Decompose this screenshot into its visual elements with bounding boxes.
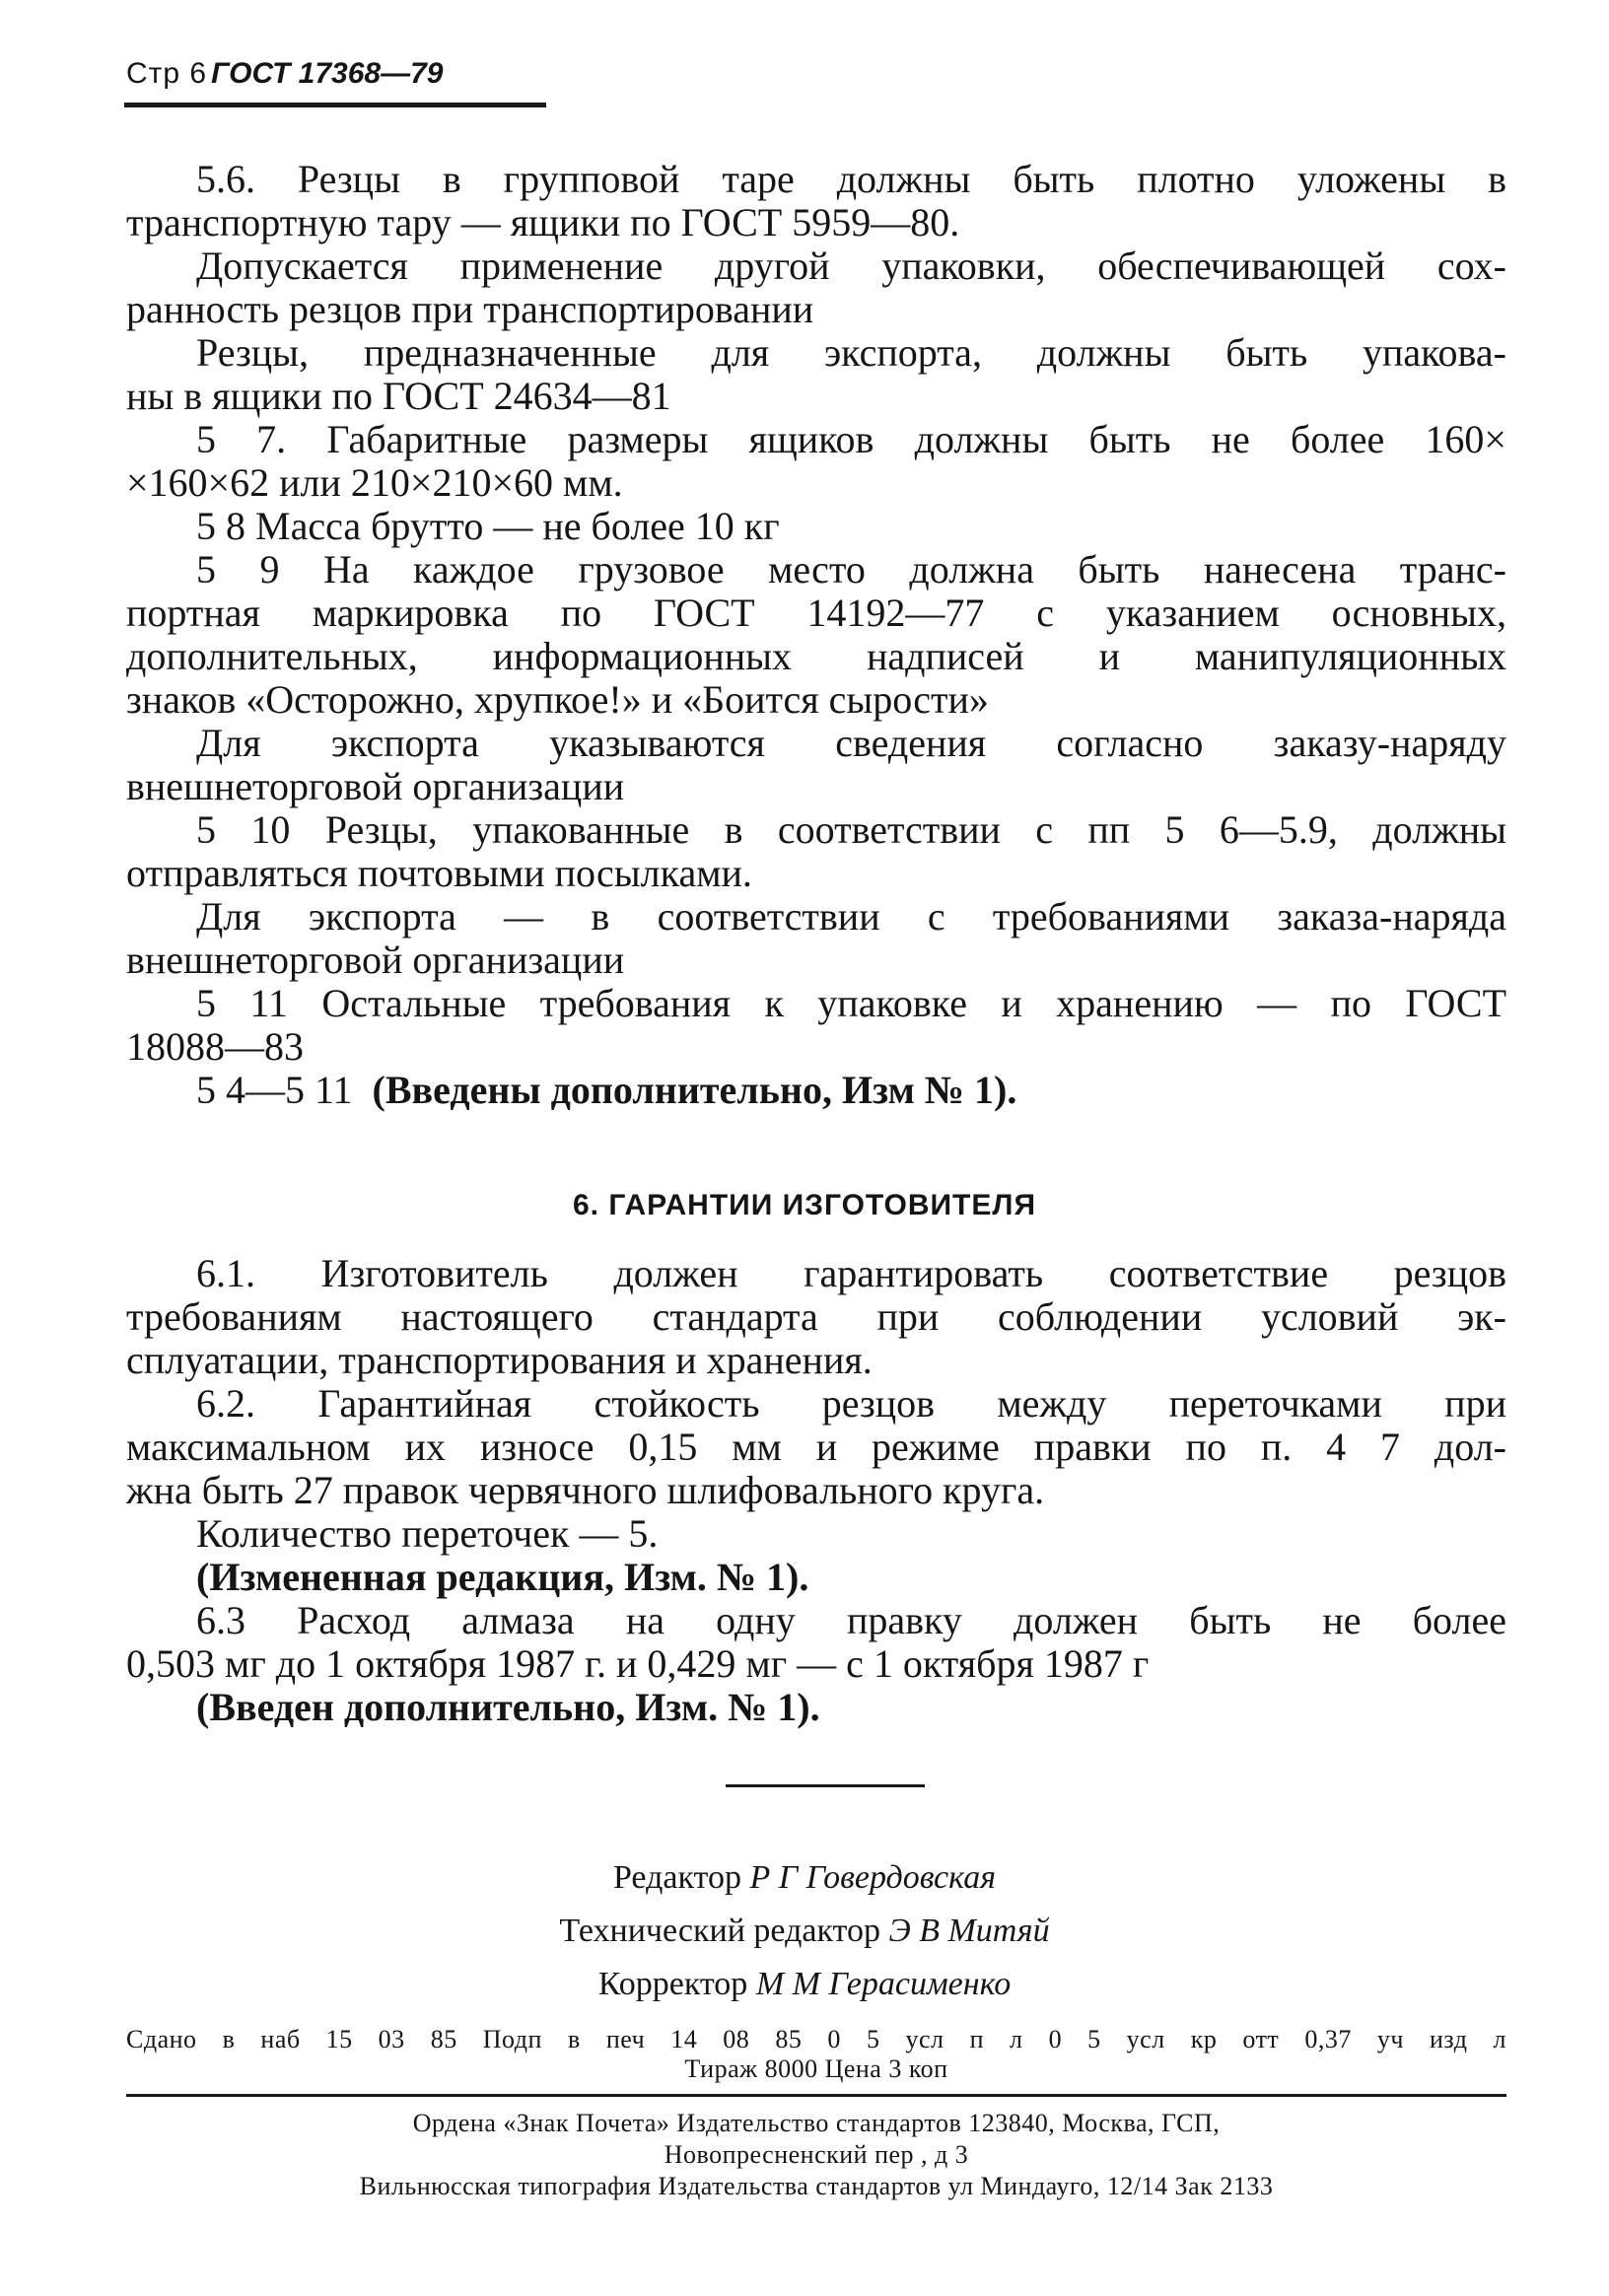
text-line: ны в ящики по ГОСТ 24634—81 (126, 374, 671, 418)
tech-editor-line (0, 1905, 1609, 1958)
printer-line: Вильнюсская типография Издательства стандартов ул Миндауго, 12/14 Зак 2133 (359, 2172, 1274, 2200)
address-line: Новопресненский пер , д 3 (664, 2140, 969, 2169)
print-run-line: Тираж 8000 Цена 3 коп (684, 2054, 948, 2083)
text-line: 5.6. Резцы в групповой таре должны быть плотно уложены в (196, 157, 1506, 201)
page-header (126, 57, 443, 91)
editor-name: Р Г Говердовская (749, 1859, 997, 1896)
text-line: Количество переточек — 5. (196, 1511, 659, 1556)
amendment-note (126, 1069, 1506, 1112)
text-line: максимальном их износе 0,15 мм и режиме правки по п. 4 7 дол- (126, 1425, 1506, 1469)
text-line: 5 8 Масса брутто — не более 10 кг (196, 504, 780, 548)
amendment-note: (Измененная редакция, Изм. № 1). (196, 1555, 809, 1599)
text-line: требованиям настоящего стандарта при соблюдении условий эк- (126, 1294, 1506, 1339)
text-line: Для экспорта — в соответствии с требованиями заказа-наряда (196, 894, 1506, 939)
text-line: транспортную тару — ящики по ГОСТ 5959—80. (126, 200, 960, 244)
text-line: 18088—83 (126, 1024, 304, 1069)
footer-divider (126, 2094, 1506, 2097)
imprint-block (126, 2025, 1506, 2084)
amendment-label: (Введены дополнительно, Изм № 1). (372, 1068, 1017, 1112)
section-6-text (126, 1252, 1506, 1729)
corrector-line (0, 1958, 1609, 2011)
standard-number: ГОСТ 17368—79 (211, 57, 444, 90)
text-line: жна быть 27 правок червячного шлифовального круга. (126, 1468, 1045, 1512)
text-line: сплуатации, транспортирования и хранения. (126, 1338, 873, 1382)
text-line: 6.3 Расход алмаза на одну правку должен быть не более (196, 1598, 1506, 1642)
text-line: 0,503 мг до 1 октября 1987 г. и 0,429 мг — с 1 октября 1987 г (126, 1641, 1150, 1686)
text-line: 5 11 Остальные требования к упаковке и хранению — по ГОСТ (196, 981, 1506, 1025)
corrector-name: М М Герасименко (755, 1966, 1012, 2002)
imprint-line: Сдано в наб 15 03 85 Подп в печ 14 08 85 0 5 усл п л 0 5 усл кр отт 0,37 уч изд л (126, 2025, 1506, 2053)
text-line: знаков «Осторожно, хрупкое!» и «Боится сырости» (126, 677, 989, 722)
editor-label: Редактор (612, 1859, 741, 1896)
page-number: Стр 6 (126, 57, 208, 90)
text-line: отправляться почтовыми посылками. (126, 851, 752, 895)
amendment-note: (Введен дополнительно, Изм. № 1). (196, 1685, 820, 1729)
amendment-ref: 5 4—5 11 (196, 1068, 353, 1112)
credits-block (0, 1851, 1609, 2011)
text-line: ранность резцов при транспортировании (126, 287, 814, 331)
corrector-label: Корректор (597, 1966, 748, 2002)
text-line: 6.2. Гарантийная стойкость резцов между переточками при (196, 1381, 1506, 1426)
publisher-line: Ордена «Знак Почета» Издательство стандартов 123840, Москва, ГСП, (412, 2109, 1221, 2137)
text-line: 5 10 Резцы, упакованные в соответствии с пп 5 6—5.9, должны (196, 807, 1506, 852)
text-line: Резцы, предназначенные для экспорта, должны быть упакова- (196, 330, 1506, 375)
publisher-footer (126, 2108, 1506, 2202)
text-line: дополнительных, информационных надписей и манипуляционных (126, 634, 1506, 678)
text-line: портная маркировка по ГОСТ 14192—77 с указанием основных, (126, 591, 1506, 635)
text-line: 6.1. Изготовитель должен гарантировать соответствие резцов (196, 1251, 1506, 1295)
text-line: 5 7. Габаритные размеры ящиков должны быть не более 160× (196, 417, 1506, 461)
section-6-title: 6. ГАРАНТИИ ИЗГОТОВИТЕЛЯ (572, 1189, 1036, 1221)
text-line: ×160×62 или 210×210×60 мм. (126, 460, 623, 505)
editor-line (0, 1851, 1609, 1905)
credits-divider (726, 1784, 925, 1787)
text-line: Допускается применение другой упаковки, обеспечивающей сох- (196, 244, 1506, 288)
section-5-text (126, 158, 1506, 1112)
text-line: внешнеторговой организации (126, 938, 625, 982)
text-line: 5 9 На каждое грузовое место должна быть нанесена транс- (196, 547, 1506, 591)
header-divider (124, 103, 546, 107)
text-line: внешнеторговой организации (126, 764, 625, 808)
text-line: Для экспорта указываются сведения согласно заказу-наряду (196, 721, 1506, 765)
tech-editor-name: Э В Митяй (888, 1913, 1050, 1949)
tech-editor-label: Технический редактор (559, 1913, 880, 1949)
